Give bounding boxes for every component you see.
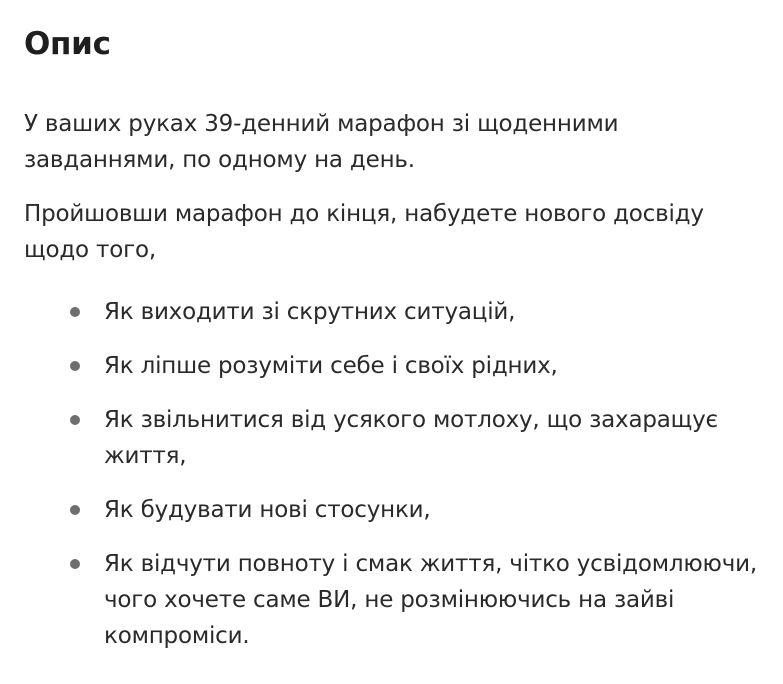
bullet-icon <box>70 559 80 569</box>
benefits-list <box>24 294 761 654</box>
list-item-text: Як звільнитися від усякого мотлоху, що захаращує життя, <box>104 407 718 469</box>
bullet-icon <box>70 415 80 425</box>
bullet-icon <box>70 361 80 371</box>
list-item-text: Як відчути повноту і смак життя, чітко усвідомлюючи, чого хочете саме ВИ, не розмінюючись на зайві компроміси. <box>104 551 757 649</box>
list-item-text: Як будувати нові стосунки, <box>104 497 431 523</box>
list-item-text: Як виходити зі скрутних ситуацій, <box>104 299 516 325</box>
list-item <box>24 402 761 474</box>
section-title: Опис <box>24 26 111 62</box>
list-item <box>24 546 761 654</box>
intro-paragraph: У ваших руках 39-денний марафон зі щоденними завданнями, по одному на день. <box>24 111 619 173</box>
list-item <box>24 348 761 384</box>
outcome-paragraph: Пройшовши марафон до кінця, набудете нового досвіду щодо того, <box>24 201 704 263</box>
bullet-icon <box>70 307 80 317</box>
list-item <box>24 294 761 330</box>
list-item <box>24 492 761 528</box>
list-item-text: Як ліпше розуміти себе і своїх рідних, <box>104 353 558 379</box>
bullet-icon <box>70 505 80 515</box>
